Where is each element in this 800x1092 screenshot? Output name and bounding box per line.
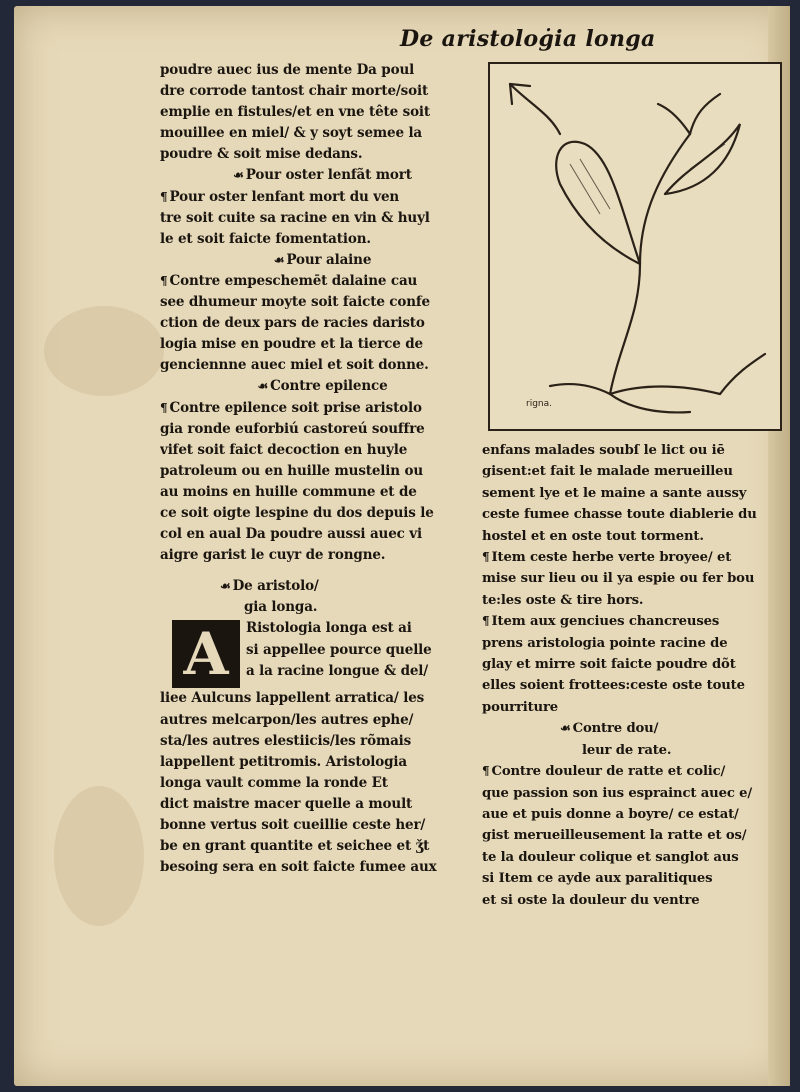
text-line: ¶ Contre douleur de ratte et colic/ xyxy=(482,764,726,780)
text-line: mise sur lieu ou il ya espie ou fer bou xyxy=(482,571,755,587)
fleuron-icon: ☙ xyxy=(273,252,285,267)
text-line: poudre auec ius de mente Da poul xyxy=(160,62,415,78)
text-line: et si oste la douleur du ventre xyxy=(482,892,700,908)
text-line: le et soit faicte fomentation. xyxy=(160,230,371,247)
paragraph xyxy=(160,398,485,567)
text-line: col en aual Da poudre aussi auec vi xyxy=(160,526,422,543)
text-line: ction de deux pars de racies daristo xyxy=(160,315,425,332)
chapter-heading: gia longa. xyxy=(244,599,318,616)
paragraph xyxy=(482,440,782,547)
text-line: a la racine longue & del/ xyxy=(246,662,429,679)
text-line: sta/les autres elestiicis/les rõmais xyxy=(160,732,412,749)
text-line: gia ronde euforbiú castoreú souffre xyxy=(160,420,425,437)
paragraph xyxy=(482,761,782,911)
text-line: dict maistre macer quelle a moult xyxy=(160,795,413,812)
text-line: see dhumeur moyte soit faicte confe xyxy=(160,294,430,311)
text-line: gisent:et fait le malade merueilleu xyxy=(482,464,733,480)
woodcut-illustration xyxy=(488,62,782,431)
text-line: dre corrode tantost chair morte/soit xyxy=(160,83,429,100)
text-line: vifet soit faict decoction en huyle xyxy=(160,441,408,458)
left-top-paragraph xyxy=(160,60,485,165)
pilcrow-icon: ¶ xyxy=(482,614,490,629)
text-line: patroleum ou en huille mustelin ou xyxy=(160,462,424,479)
text-line: aue et puis donne a boyre/ ce estat/ xyxy=(482,806,739,822)
text-line: aigre garist le cuyr de rongne. xyxy=(160,547,386,564)
pilcrow-icon: ¶ xyxy=(160,400,168,415)
text-line: ¶ Item ceste herbe verte broyee/ et xyxy=(482,550,732,566)
paragraph xyxy=(482,547,782,611)
text-line: be en grant quantite et seichee et ǯt xyxy=(160,838,430,855)
text-line: ceste fumee chasse toute diablerie du xyxy=(482,507,757,523)
text-line: longa vault comme la ronde Et xyxy=(160,774,388,791)
paragraph xyxy=(482,611,782,718)
text-line: te:les oste & tire hors. xyxy=(482,592,644,608)
text-line: gist merueilleusement la ratte et os/ xyxy=(482,828,747,844)
text-line: ce soit oigte lespine du dos depuis le xyxy=(160,504,434,521)
section-heading: ☙ Pour oster lenfãt mort xyxy=(233,167,412,184)
running-head: De aristoloġia longa xyxy=(400,26,656,52)
text-line: sement lye et le maine a sante aussy xyxy=(482,485,747,501)
fleuron-icon: ☙ xyxy=(257,379,269,394)
text-line: poudre & soit mise dedans. xyxy=(160,146,363,163)
paper-stain xyxy=(44,306,164,396)
section-heading: ☙ Contre epilence xyxy=(257,378,388,395)
text-line: ¶ Contre epilence soit prise aristolo xyxy=(160,399,422,416)
paragraph xyxy=(160,187,485,250)
plant-woodcut-icon xyxy=(490,64,780,429)
drop-capital: A xyxy=(172,620,240,688)
text-line: mouillee en miel/ & y soyt semee la xyxy=(160,125,423,142)
woodcut-caption: rigna. xyxy=(526,399,552,409)
text-line: prens aristologia pointe racine de xyxy=(482,635,728,651)
fleuron-icon: ☙ xyxy=(220,579,231,594)
section-heading: ☙ Contre dou/ xyxy=(560,721,659,737)
text-line: glay et mirre soit faicte poudre dõt xyxy=(482,657,736,673)
text-line: elles soient frottees:ceste oste toute xyxy=(482,678,745,694)
text-line: Ristologia longa est ai xyxy=(246,620,412,637)
text-line: genciennne auec miel et soit donne. xyxy=(160,357,429,374)
text-line: ¶ Pour oster lenfant mort du ven xyxy=(160,188,400,205)
chapter-paragraph xyxy=(160,618,485,878)
fleuron-icon: ☙ xyxy=(233,168,244,183)
text-line: enfans malades soubſ le lict ou iē xyxy=(482,443,725,458)
text-line: tre soit cuite sa racine en vin & huyl xyxy=(160,209,430,226)
paragraph xyxy=(160,271,485,376)
text-line: au moins en huille commune et de xyxy=(160,483,417,500)
pilcrow-icon: ¶ xyxy=(482,550,490,565)
text-line: te la douleur colique et sanglot aus xyxy=(482,849,739,865)
fleuron-icon: ☙ xyxy=(560,721,571,736)
pilcrow-icon: ¶ xyxy=(160,189,168,204)
text-line: que passion son ius esprainct auec e/ xyxy=(482,785,753,801)
section-heading: ☙ Pour alaine xyxy=(273,251,372,268)
text-line: si Item ce ayde aux paralitiques xyxy=(482,871,713,887)
text-line: bonne vertus soit cueillie ceste her/ xyxy=(160,817,426,833)
text-line: ¶ Item aux genciues chancreuses xyxy=(482,614,720,630)
text-line: logia mise en poudre et la tierce de xyxy=(160,336,423,353)
text-line: si appellee pource quelle xyxy=(246,641,432,658)
pilcrow-icon: ¶ xyxy=(160,273,168,288)
chapter-heading: ☙ De aristolo/ xyxy=(220,578,319,595)
text-line: liee Aulcuns lappellent arratica/ les xyxy=(160,690,425,707)
text-line: lappellent petitromis. Aristologia xyxy=(160,753,408,770)
text-line: besoing sera en soit faicte fumee aux xyxy=(160,859,437,876)
section-heading: leur de rate. xyxy=(582,742,672,758)
text-line: autres melcarpon/les autres ephe/ xyxy=(160,711,414,728)
left-column xyxy=(160,60,485,878)
right-column xyxy=(482,440,782,911)
text-line: ¶ Contre empeschemēt dalaine cau xyxy=(160,272,418,289)
pilcrow-icon: ¶ xyxy=(482,764,490,779)
text-line: pourriture xyxy=(482,699,559,715)
paper-stain xyxy=(54,786,144,926)
text-line: hostel et en oste tout torment. xyxy=(482,528,704,544)
text-line: emplie en fistules/et en vne tête soit xyxy=(160,104,430,121)
